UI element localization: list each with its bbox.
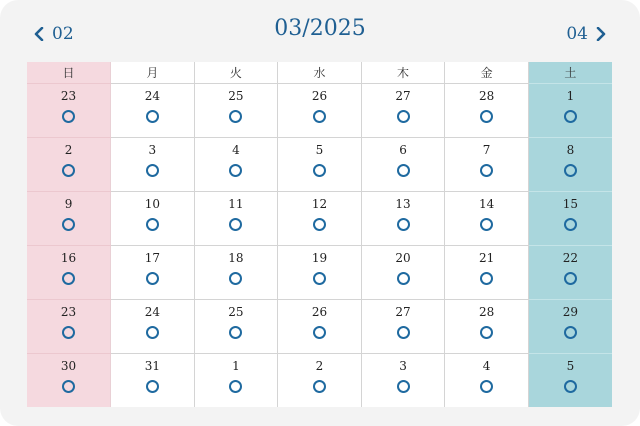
day-cell[interactable] xyxy=(361,354,445,408)
day-cell[interactable] xyxy=(111,84,195,138)
availability-circle-icon xyxy=(229,164,242,177)
day-number: 16 xyxy=(60,251,77,265)
day-number: 27 xyxy=(395,89,411,103)
availability-circle-icon xyxy=(146,164,159,177)
day-cell[interactable] xyxy=(278,138,362,192)
calendar-weeks xyxy=(27,84,612,408)
day-number: 1 xyxy=(566,89,575,103)
day-cell[interactable] xyxy=(278,84,362,138)
availability-circle-icon xyxy=(480,380,493,393)
day-cell[interactable] xyxy=(194,300,278,354)
day-cell[interactable] xyxy=(528,138,612,192)
day-cell[interactable] xyxy=(528,192,612,246)
day-cell[interactable] xyxy=(361,84,445,138)
day-number: 6 xyxy=(399,143,407,157)
day-number: 25 xyxy=(228,305,244,319)
day-cell[interactable] xyxy=(194,354,278,408)
day-number: 23 xyxy=(60,89,77,103)
week-row xyxy=(27,300,612,354)
day-number: 3 xyxy=(148,143,157,157)
availability-circle-icon xyxy=(229,218,242,231)
day-number: 15 xyxy=(562,197,579,211)
day-cell[interactable] xyxy=(111,300,195,354)
day-number: 5 xyxy=(315,143,324,157)
day-number: 11 xyxy=(228,197,244,211)
availability-circle-icon xyxy=(397,326,410,339)
weekday-sun: 日 xyxy=(27,62,111,84)
day-number: 25 xyxy=(228,89,244,103)
day-cell[interactable] xyxy=(194,84,278,138)
day-number: 28 xyxy=(478,305,495,319)
day-number: 4 xyxy=(232,143,240,157)
day-cell[interactable] xyxy=(528,300,612,354)
availability-circle-icon xyxy=(564,380,577,393)
day-cell[interactable] xyxy=(27,246,111,300)
availability-circle-icon xyxy=(313,326,326,339)
day-number: 3 xyxy=(399,359,407,373)
day-number: 8 xyxy=(566,143,575,157)
day-cell[interactable] xyxy=(445,246,529,300)
availability-circle-icon xyxy=(62,110,75,123)
calendar-grid xyxy=(27,62,612,407)
availability-circle-icon xyxy=(564,326,577,339)
availability-circle-icon xyxy=(480,218,493,231)
availability-circle-icon xyxy=(397,380,410,393)
availability-circle-icon xyxy=(62,326,75,339)
day-cell[interactable] xyxy=(27,138,111,192)
availability-circle-icon xyxy=(564,110,577,123)
day-cell[interactable] xyxy=(194,246,278,300)
day-cell[interactable] xyxy=(27,84,111,138)
day-number: 21 xyxy=(478,251,495,265)
day-number: 26 xyxy=(311,89,328,103)
day-number: 26 xyxy=(311,305,328,319)
availability-circle-icon xyxy=(313,164,326,177)
week-row xyxy=(27,192,612,246)
availability-circle-icon xyxy=(480,272,493,285)
day-cell[interactable] xyxy=(278,300,362,354)
chevron-right-icon xyxy=(596,27,606,41)
day-number: 31 xyxy=(144,359,160,373)
day-cell[interactable] xyxy=(361,138,445,192)
day-number: 24 xyxy=(144,305,160,319)
availability-circle-icon xyxy=(229,110,242,123)
day-cell[interactable] xyxy=(445,138,529,192)
day-number: 12 xyxy=(311,197,328,211)
day-cell[interactable] xyxy=(278,246,362,300)
day-cell[interactable] xyxy=(528,246,612,300)
availability-circle-icon xyxy=(313,110,326,123)
availability-circle-icon xyxy=(229,272,242,285)
day-cell[interactable] xyxy=(361,192,445,246)
day-cell[interactable] xyxy=(361,246,445,300)
availability-circle-icon xyxy=(146,272,159,285)
day-cell[interactable] xyxy=(445,354,529,408)
availability-circle-icon xyxy=(564,272,577,285)
day-number: 24 xyxy=(144,89,160,103)
day-number: 1 xyxy=(232,359,240,373)
day-number: 29 xyxy=(562,305,579,319)
day-number: 19 xyxy=(311,251,328,265)
day-cell[interactable] xyxy=(111,192,195,246)
availability-circle-icon xyxy=(397,218,410,231)
week-row xyxy=(27,84,612,138)
day-number: 18 xyxy=(228,251,244,265)
day-number: 4 xyxy=(482,359,491,373)
weekday-thu: 木 xyxy=(361,62,445,84)
day-cell[interactable] xyxy=(27,192,111,246)
day-number: 28 xyxy=(478,89,495,103)
day-cell[interactable] xyxy=(445,300,529,354)
availability-circle-icon xyxy=(62,164,75,177)
availability-circle-icon xyxy=(564,218,577,231)
availability-circle-icon xyxy=(480,326,493,339)
prev-month-label: 02 xyxy=(52,24,74,44)
next-month-button[interactable] xyxy=(566,22,606,46)
day-cell[interactable] xyxy=(27,354,111,408)
availability-circle-icon xyxy=(146,380,159,393)
week-row xyxy=(27,138,612,192)
availability-circle-icon xyxy=(397,272,410,285)
day-number: 23 xyxy=(60,305,77,319)
day-number: 2 xyxy=(315,359,324,373)
day-cell[interactable] xyxy=(194,138,278,192)
day-number: 27 xyxy=(395,305,411,319)
weekday-fri: 金 xyxy=(445,62,529,84)
day-cell[interactable] xyxy=(111,246,195,300)
day-cell[interactable] xyxy=(111,354,195,408)
availability-circle-icon xyxy=(62,272,75,285)
availability-circle-icon xyxy=(397,110,410,123)
day-cell[interactable] xyxy=(194,192,278,246)
availability-circle-icon xyxy=(62,218,75,231)
weekday-tue: 火 xyxy=(194,62,278,84)
weekday-sat: 土 xyxy=(528,62,612,84)
day-number: 30 xyxy=(60,359,77,373)
day-number: 7 xyxy=(482,143,491,157)
day-cell[interactable] xyxy=(445,192,529,246)
day-number: 10 xyxy=(144,197,160,211)
day-cell[interactable] xyxy=(361,300,445,354)
day-number: 2 xyxy=(64,143,73,157)
availability-circle-icon xyxy=(480,110,493,123)
next-month-label: 04 xyxy=(566,24,588,44)
day-number: 9 xyxy=(64,197,73,211)
day-number: 20 xyxy=(395,251,411,265)
availability-circle-icon xyxy=(564,164,577,177)
week-row xyxy=(27,354,612,408)
availability-circle-icon xyxy=(146,326,159,339)
day-cell[interactable] xyxy=(445,84,529,138)
availability-circle-icon xyxy=(397,164,410,177)
day-number: 22 xyxy=(562,251,579,265)
availability-circle-icon xyxy=(146,218,159,231)
weekday-wed: 水 xyxy=(278,62,362,84)
day-cell[interactable] xyxy=(278,354,362,408)
day-cell[interactable] xyxy=(111,138,195,192)
month-title: 03/2025 xyxy=(274,16,366,41)
availability-circle-icon xyxy=(229,380,242,393)
availability-circle-icon xyxy=(313,218,326,231)
weekday-mon: 月 xyxy=(111,62,195,84)
day-number: 5 xyxy=(566,359,575,373)
day-number: 14 xyxy=(478,197,495,211)
day-cell[interactable] xyxy=(528,354,612,408)
day-cell[interactable] xyxy=(278,192,362,246)
week-row xyxy=(27,246,612,300)
availability-circle-icon xyxy=(313,272,326,285)
day-number: 17 xyxy=(144,251,160,265)
day-cell[interactable] xyxy=(27,300,111,354)
day-cell[interactable] xyxy=(528,84,612,138)
day-number: 13 xyxy=(395,197,411,211)
availability-circle-icon xyxy=(146,110,159,123)
availability-circle-icon xyxy=(229,326,242,339)
availability-circle-icon xyxy=(480,164,493,177)
availability-circle-icon xyxy=(313,380,326,393)
weekday-header-row xyxy=(27,62,612,84)
availability-circle-icon xyxy=(62,380,75,393)
